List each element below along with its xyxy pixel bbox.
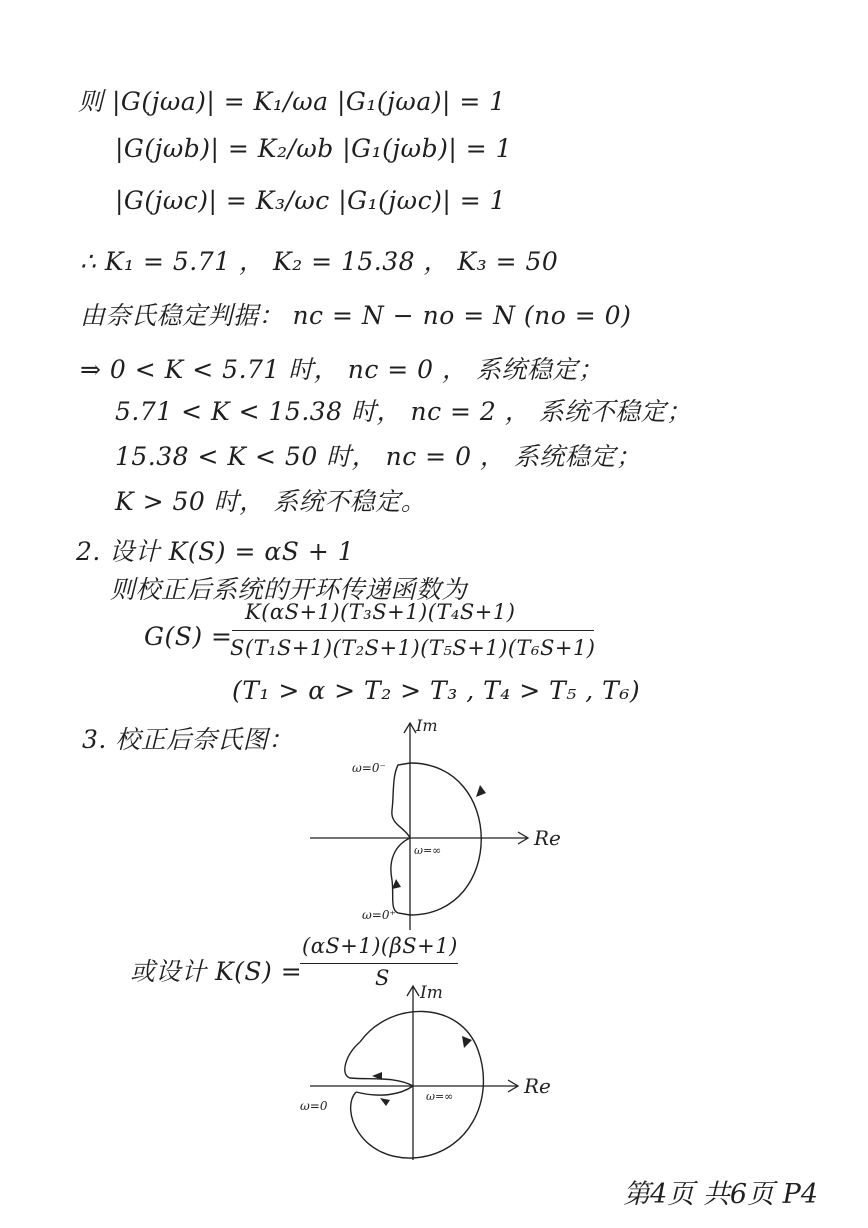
im-label-1: Im bbox=[416, 716, 438, 735]
g-numerator: K(αS+1)(T₃S+1)(T₄S+1) bbox=[245, 600, 516, 624]
line-3: |G(jωc)| = K₃/ωc |G₁(jωc)| = 1 bbox=[115, 186, 506, 215]
winf-label-1: ω=∞ bbox=[414, 844, 442, 857]
k-fraction-bar bbox=[300, 963, 458, 964]
line-2: |G(jωb)| = K₂/ωb |G₁(jωb)| = 1 bbox=[115, 134, 512, 163]
line-9: K > 50 时， 系统不稳定。 bbox=[115, 487, 427, 516]
line-1: 则 |G(jωa)| = K₁/ωa |G₁(jωa)| = 1 bbox=[78, 87, 506, 116]
g-label: G(S) = bbox=[144, 622, 233, 651]
curve-arrow-2a bbox=[462, 1036, 472, 1048]
nyquist-curve-1 bbox=[410, 763, 481, 915]
page-number: 第4页 共6页 P4 bbox=[623, 1179, 818, 1210]
nyquist-inner-lower-2 bbox=[356, 1086, 413, 1095]
k-denominator: S bbox=[375, 966, 390, 990]
nyquist-circle-2 bbox=[351, 1011, 484, 1158]
w0-minus-label: ω=0⁻ bbox=[352, 761, 386, 775]
nyquist-inner-upper-2 bbox=[345, 1042, 413, 1086]
line-8: 15.38 < K < 50 时， nc = 0 ， 系统稳定； bbox=[115, 442, 642, 471]
re-label-2: Re bbox=[524, 1074, 551, 1098]
g-fraction-bar bbox=[232, 630, 594, 631]
line-12: (T₁ > α > T₂ > T₃ , T₄ > T₅ , T₆) bbox=[232, 676, 641, 705]
line-13: 3. 校正后奈氏图： bbox=[82, 725, 294, 754]
nyquist-loop-lower-1 bbox=[391, 838, 410, 915]
k-numerator: (αS+1)(βS+1) bbox=[302, 934, 458, 958]
w0-label-2: ω=0 bbox=[300, 1099, 328, 1113]
winf-label-2: ω=∞ bbox=[426, 1090, 454, 1103]
w0-plus-label: ω=0⁺ bbox=[362, 908, 396, 922]
curve-arrow-2c bbox=[380, 1098, 390, 1106]
re-label-1: Re bbox=[534, 826, 561, 850]
im-label-2: Im bbox=[420, 983, 443, 1003]
nyquist-loop-upper-1 bbox=[392, 763, 410, 838]
g-denominator: S(T₁S+1)(T₂S+1)(T₅S+1)(T₆S+1) bbox=[230, 636, 596, 660]
line-14: 或设计 K(S) = bbox=[130, 957, 303, 986]
nyquist-plot-2 bbox=[300, 980, 600, 1170]
line-10: 2. 设计 K(S) = αS + 1 bbox=[76, 537, 355, 566]
line-5: 由奈氏稳定判据： nc = N − no = N (no = 0) bbox=[80, 301, 632, 330]
line-6: ⇒ 0 < K < 5.71 时， nc = 0 ， 系统稳定； bbox=[80, 355, 604, 384]
nyquist-plot-1 bbox=[300, 715, 600, 945]
curve-arrow-1a bbox=[476, 785, 486, 797]
line-11: 则校正后系统的开环传递函数为 bbox=[110, 575, 468, 604]
line-4: ∴ K₁ = 5.71 ， K₂ = 15.38 ， K₃ = 50 bbox=[80, 247, 559, 276]
line-7: 5.71 < K < 15.38 时， nc = 2 ， 系统不稳定； bbox=[115, 397, 692, 426]
curve-arrow-1b bbox=[392, 879, 401, 889]
